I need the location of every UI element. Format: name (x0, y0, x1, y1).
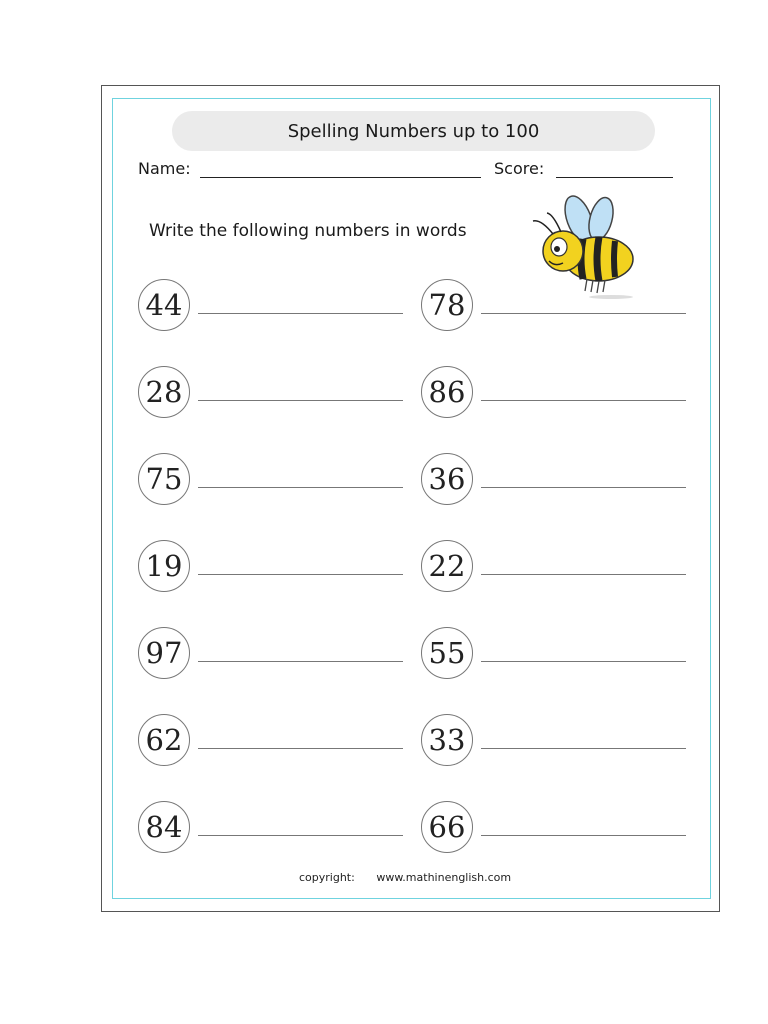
number-circle: 75 (138, 453, 190, 505)
number-circle: 44 (138, 279, 190, 331)
number-circle: 28 (138, 366, 190, 418)
worksheet-frame (112, 98, 711, 899)
answer-line[interactable] (481, 835, 686, 836)
number-circle: 22 (421, 540, 473, 592)
title-text: Spelling Numbers up to 100 (287, 120, 540, 142)
answer-line[interactable] (481, 487, 686, 488)
answer-line[interactable] (481, 661, 686, 662)
name-label: Name: (138, 159, 191, 178)
answer-line[interactable] (198, 574, 403, 575)
number-item-right-3 (421, 453, 701, 505)
instruction-text: Write the following numbers in words (149, 221, 467, 241)
answer-line[interactable] (198, 400, 403, 401)
number-circle: 36 (421, 453, 473, 505)
worksheet-title (172, 111, 655, 151)
number-item-left-5 (138, 627, 418, 679)
answer-line[interactable] (198, 313, 403, 314)
answer-line[interactable] (481, 400, 686, 401)
number-item-right-5 (421, 627, 701, 679)
number-circle: 19 (138, 540, 190, 592)
answer-line[interactable] (198, 835, 403, 836)
answer-line[interactable] (198, 748, 403, 749)
copyright-footer (299, 871, 511, 884)
number-item-right-6 (421, 714, 701, 766)
number-circle: 78 (421, 279, 473, 331)
number-item-left-6 (138, 714, 418, 766)
score-label: Score: (494, 159, 545, 178)
number-circle: 33 (421, 714, 473, 766)
answer-line[interactable] (481, 748, 686, 749)
copyright-url: www.mathinenglish.com (376, 871, 512, 884)
answer-line[interactable] (198, 487, 403, 488)
answer-line[interactable] (481, 574, 686, 575)
number-item-left-4 (138, 540, 418, 592)
number-circle: 97 (138, 627, 190, 679)
number-item-right-1 (421, 279, 701, 331)
answer-line[interactable] (198, 661, 403, 662)
number-item-right-2 (421, 366, 701, 418)
copyright-label: copyright: (299, 871, 355, 884)
number-item-left-1 (138, 279, 418, 331)
number-item-left-2 (138, 366, 418, 418)
number-circle: 84 (138, 801, 190, 853)
number-item-right-4 (421, 540, 701, 592)
number-circle: 62 (138, 714, 190, 766)
number-circle: 55 (421, 627, 473, 679)
answer-line[interactable] (481, 313, 686, 314)
score-field[interactable] (556, 177, 673, 178)
worksheet-page (101, 85, 720, 912)
number-item-left-7 (138, 801, 418, 853)
number-circle: 66 (421, 801, 473, 853)
number-circle: 86 (421, 366, 473, 418)
number-item-right-7 (421, 801, 701, 853)
name-field[interactable] (200, 177, 481, 178)
number-item-left-3 (138, 453, 418, 505)
